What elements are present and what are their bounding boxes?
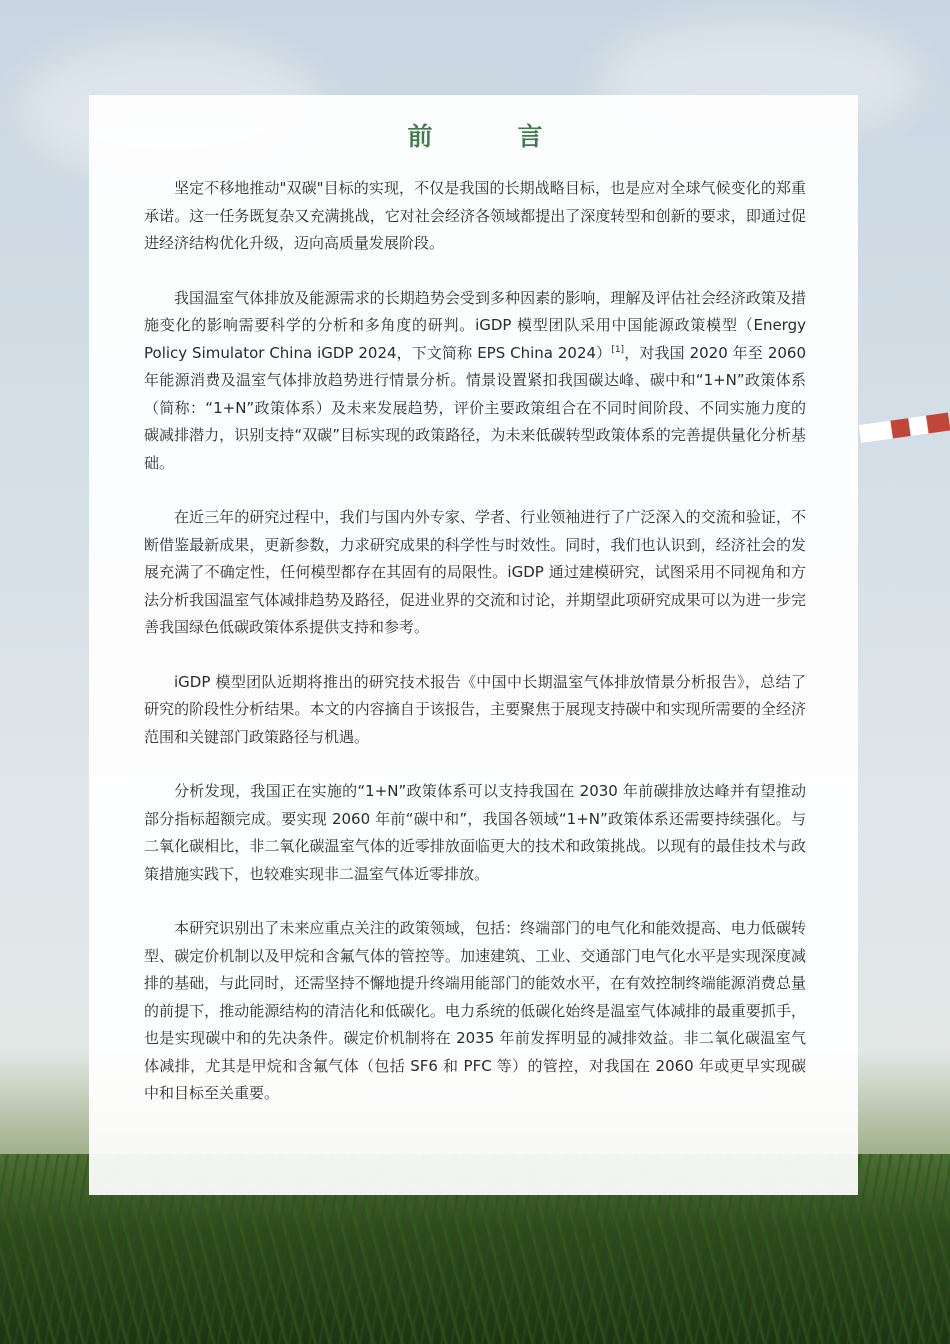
reference-marker[interactable]: [1]	[611, 344, 625, 355]
paragraph-2-after: ，对我国 2020 年至 2060 年能源消费及温室气体排放趋势进行情景分析。情景设置紧扣我国碳达峰、碳中和“1+N”政策体系（简称：“1+N”政策体系）及未来发展趋势，评价主要政策组合在不同时间阶段、不同实施力度的碳减排潜力，识别支持“双碳”目标实现的政策路径，为未来低碳转型政策体系的完善提供量化分析基础。	[144, 343, 806, 472]
paragraph-2	[144, 285, 806, 478]
paragraph-5: 分析发现，我国正在实施的“1+N”政策体系可以支持我国在 2030 年前碳排放达峰并有望推动部分指标超额完成。要实现 2060 年前“碳中和”，我国各领域“1+N”政策体系还需要持续强化。与二氧化碳相比，非二氧化碳温室气体的近零排放面临更大的技术和政策挑战。以现有的最佳技术与政策措施实践下，也较难实现非二温室气体近零排放。	[144, 782, 806, 883]
paragraph-6: 本研究识别出了未来应重点关注的政策领域，包括：终端部门的电气化和能效提高、电力低碳转型、碳定价机制以及甲烷和含氟气体的管控等。加速建筑、工业、交通部门电气化水平是实现深度减排的基础，与此同时，还需坚持不懈地提升终端用能部门的能效水平，在有效控制终端能源消费总量的前提下，推动能源结构的清洁化和低碳化。电力系统的低碳化始终是温室气体减排的最重要抓手，也是实现碳中和的先决条件。碳定价机制将在 2035 年前发挥明显的减排效益。非二氧化碳温室气体减排，尤其是甲烷和含氟气体（包括 SF6 和 PFC 等）的管控，对我国在 2060 年或更早实现碳中和目标至关重要。	[144, 919, 806, 1102]
paragraph-3: 在近三年的研究过程中，我们与国内外专家、学者、行业领袖进行了广泛深入的交流和验证，不断借鉴最新成果，更新参数，力求研究成果的科学性与时效性。同时，我们也认识到，经济社会的发展充满了不确定性，任何模型都存在其固有的局限性。iGDP 通过建模研究，试图采用不同视角和方法分析我国温室气体减排趋势及路径，促进业界的交流和讨论，并期望此项研究成果可以为进一步完善我国绿色低碳政策体系提供支持和参考。	[144, 508, 806, 636]
preface-panel	[89, 95, 858, 1195]
paragraph-1: 坚定不移地推动"双碳"目标的实现，不仅是我国的长期战略目标，也是应对全球气候变化的郑重承诺。这一任务既复杂又充满挑战，它对社会经济各领域都提出了深度转型和创新的要求，即通过促进经济结构优化升级，迈向高质量发展阶段。	[144, 179, 806, 252]
page-title: 前 言	[407, 122, 573, 151]
paragraph-4: iGDP 模型团队近期将推出的研究技术报告《中国中长期温室气体排放情景分析报告》，总结了研究的阶段性分析结果。本文的内容摘自于该报告，主要聚焦于展现支持碳中和实现所需要的全经济范围和关键部门政策路径与机遇。	[144, 672, 806, 746]
paragraph-2-before: 我国温室气体排放及能源需求的长期趋势会受到多种因素的影响，理解及评估社会经济政策及措施变化的影响需要科学的分析和多角度的研判。iGDP 模型团队采用中国能源政策模型（Energy Policy Simulator China iGDP 2024，下文简称 EPS China 2024）	[144, 288, 806, 362]
